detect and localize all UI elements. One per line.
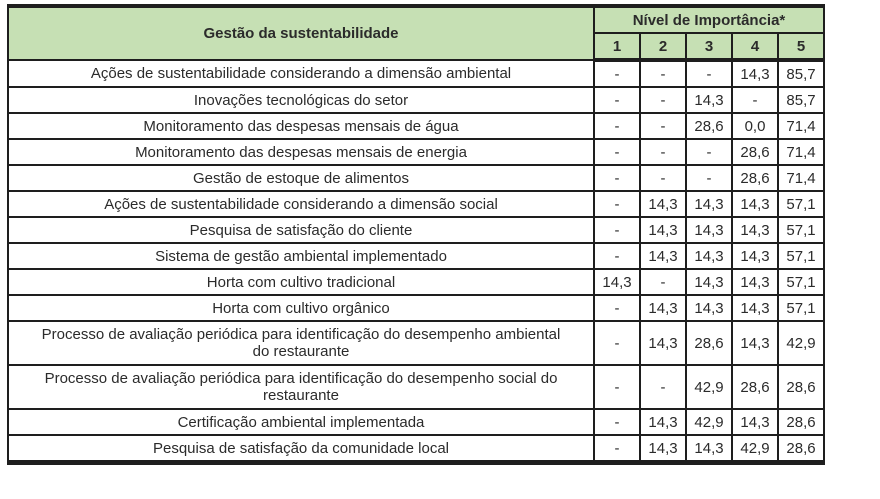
cell-level-1: 14,3: [594, 269, 640, 295]
cell-level-1: -: [594, 139, 640, 165]
header-row-group: [8, 6, 824, 33]
row-item: Monitoramento das despesas mensais de água: [8, 113, 594, 139]
row-item: Ações de sustentabilidade considerando a dimensão social: [8, 191, 594, 217]
cell-level-1: -: [594, 321, 640, 365]
table-row: [8, 139, 824, 165]
cell-level-1: -: [594, 113, 640, 139]
cell-level-2: 14,3: [640, 409, 686, 435]
cell-level-3: 42,9: [686, 365, 732, 409]
cell-level-5: 71,4: [778, 165, 824, 191]
row-item: Inovações tecnológicas do setor: [8, 87, 594, 113]
row-item: Certificação ambiental implementada: [8, 409, 594, 435]
cell-level-1: -: [594, 217, 640, 243]
table-row: [8, 435, 824, 463]
cell-level-4: 14,3: [732, 217, 778, 243]
cell-level-2: 14,3: [640, 435, 686, 463]
cell-level-1: -: [594, 409, 640, 435]
cell-level-4: 14,3: [732, 409, 778, 435]
cell-level-1: -: [594, 60, 640, 87]
cell-level-5: 42,9: [778, 321, 824, 365]
cell-level-2: -: [640, 113, 686, 139]
table-row: [8, 321, 824, 365]
cell-level-2: -: [640, 87, 686, 113]
row-item: Gestão de estoque de alimentos: [8, 165, 594, 191]
cell-level-1: -: [594, 87, 640, 113]
cell-level-3: 14,3: [686, 295, 732, 321]
cell-level-4: 14,3: [732, 60, 778, 87]
row-item: Horta com cultivo tradicional: [8, 269, 594, 295]
table-row: [8, 217, 824, 243]
cell-level-4: 14,3: [732, 321, 778, 365]
table-row: [8, 243, 824, 269]
table-row: [8, 191, 824, 217]
table-row: [8, 113, 824, 139]
header-level-1: 1: [594, 33, 640, 60]
cell-level-3: 14,3: [686, 191, 732, 217]
row-item: Processo de avaliação periódica para identificação do desempenho social do restaurante: [8, 365, 594, 409]
cell-level-5: 85,7: [778, 60, 824, 87]
cell-level-3: 14,3: [686, 243, 732, 269]
cell-level-1: -: [594, 435, 640, 463]
table-row: [8, 295, 824, 321]
header-importance-group: Nível de Importância*: [594, 6, 824, 33]
cell-level-4: 14,3: [732, 295, 778, 321]
cell-level-2: -: [640, 165, 686, 191]
header-level-4: 4: [732, 33, 778, 60]
cell-level-2: 14,3: [640, 217, 686, 243]
cell-level-5: 57,1: [778, 295, 824, 321]
cell-level-3: 14,3: [686, 87, 732, 113]
cell-level-1: -: [594, 191, 640, 217]
cell-level-2: 14,3: [640, 243, 686, 269]
row-item: Horta com cultivo orgânico: [8, 295, 594, 321]
cell-level-2: 14,3: [640, 321, 686, 365]
cell-level-4: 0,0: [732, 113, 778, 139]
cell-level-3: 28,6: [686, 321, 732, 365]
table-row: [8, 165, 824, 191]
cell-level-4: 28,6: [732, 165, 778, 191]
table-row: [8, 87, 824, 113]
cell-level-2: -: [640, 139, 686, 165]
cell-level-2: -: [640, 365, 686, 409]
cell-level-5: 28,6: [778, 365, 824, 409]
row-item: Pesquisa de satisfação do cliente: [8, 217, 594, 243]
header-level-2: 2: [640, 33, 686, 60]
table-row: [8, 409, 824, 435]
cell-level-5: 57,1: [778, 243, 824, 269]
header-level-3: 3: [686, 33, 732, 60]
cell-level-1: -: [594, 365, 640, 409]
cell-level-5: 85,7: [778, 87, 824, 113]
cell-level-4: 14,3: [732, 243, 778, 269]
cell-level-5: 57,1: [778, 217, 824, 243]
row-item: Ações de sustentabilidade considerando a dimensão ambiental: [8, 60, 594, 87]
cell-level-4: 42,9: [732, 435, 778, 463]
row-item: Pesquisa de satisfação da comunidade local: [8, 435, 594, 463]
cell-level-4: 28,6: [732, 365, 778, 409]
cell-level-3: 14,3: [686, 269, 732, 295]
cell-level-1: -: [594, 243, 640, 269]
row-item: Sistema de gestão ambiental implementado: [8, 243, 594, 269]
cell-level-3: -: [686, 139, 732, 165]
cell-level-3: 14,3: [686, 435, 732, 463]
cell-level-5: 28,6: [778, 409, 824, 435]
cell-level-3: 14,3: [686, 217, 732, 243]
header-level-5: 5: [778, 33, 824, 60]
cell-level-2: -: [640, 60, 686, 87]
cell-level-4: 14,3: [732, 191, 778, 217]
cell-level-3: -: [686, 165, 732, 191]
cell-level-3: -: [686, 60, 732, 87]
cell-level-4: -: [732, 87, 778, 113]
cell-level-3: 28,6: [686, 113, 732, 139]
cell-level-4: 14,3: [732, 269, 778, 295]
cell-level-3: 42,9: [686, 409, 732, 435]
table-row: [8, 60, 824, 87]
cell-level-5: 28,6: [778, 435, 824, 463]
cell-level-2: -: [640, 269, 686, 295]
row-item: Processo de avaliação periódica para identificação do desempenho ambiental do restaurante: [8, 321, 594, 365]
cell-level-5: 71,4: [778, 139, 824, 165]
row-item: Monitoramento das despesas mensais de energia: [8, 139, 594, 165]
cell-level-5: 71,4: [778, 113, 824, 139]
cell-level-1: -: [594, 295, 640, 321]
cell-level-2: 14,3: [640, 191, 686, 217]
cell-level-5: 57,1: [778, 191, 824, 217]
header-item-column: Gestão da sustentabilidade: [8, 6, 594, 60]
cell-level-2: 14,3: [640, 295, 686, 321]
importance-table: [7, 4, 825, 465]
cell-level-4: 28,6: [732, 139, 778, 165]
cell-level-5: 57,1: [778, 269, 824, 295]
cell-level-1: -: [594, 165, 640, 191]
table-row: [8, 269, 824, 295]
table-row: [8, 365, 824, 409]
